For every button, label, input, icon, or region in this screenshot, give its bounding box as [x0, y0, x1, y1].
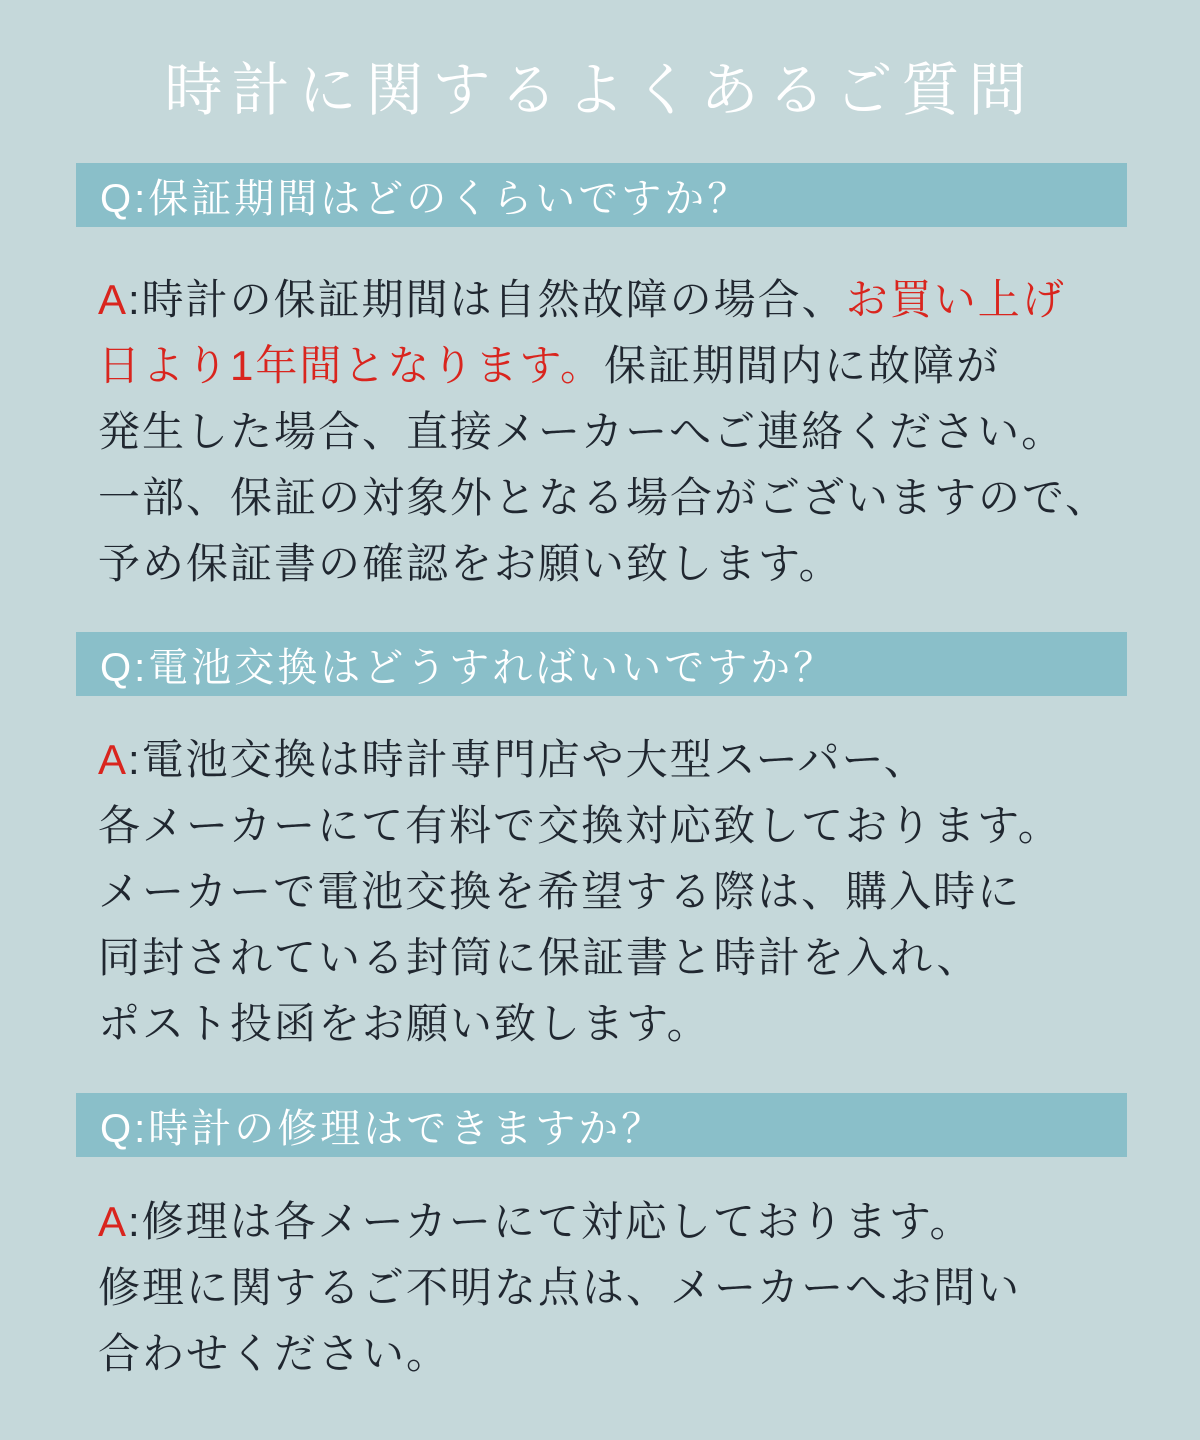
answer-line [98, 991, 1158, 1057]
question-bar-repair [76, 1093, 1127, 1157]
answer-text-segment: 修理に関するご不明な点は、メーカーへお問い [98, 1264, 1022, 1311]
answer-text-segment: :修理は各メーカーにて対応しております。 [128, 1198, 974, 1245]
question-label: Q:時計の修理はできますか？ [100, 1106, 665, 1151]
answer-repair [98, 1189, 1158, 1387]
page-title: 時計に関するよくあるご質問 [164, 58, 1036, 123]
answer-text-segment: 合わせください。 [98, 1330, 451, 1377]
answer-text-segment: お買い上げ [845, 276, 1066, 323]
answer-line [98, 925, 1158, 991]
answer-line [98, 1189, 1158, 1255]
answer-text-segment: A [98, 736, 129, 783]
answer-text-segment: 同封されている封筒に保証書と時計を入れ、 [98, 934, 981, 981]
answer-text-segment: A [98, 1198, 129, 1245]
answer-text-segment: ポスト投函をお願い致します。 [98, 1000, 711, 1047]
answer-line [98, 1321, 1158, 1387]
answer-text-segment: A [98, 276, 129, 323]
question-bar-battery [76, 632, 1127, 696]
question-bar-warranty [76, 163, 1127, 227]
answer-text-segment: 一部、保証の対象外となる場合がございますので、 [98, 474, 1110, 521]
answer-text-segment: 各メーカーにて有料で交換対応致しております。 [98, 802, 1062, 849]
answer-line [98, 267, 1158, 333]
answer-text-segment: メーカーで電池交換を希望する際は、購入時に [98, 868, 1022, 915]
answer-line [98, 333, 1158, 399]
answer-line [98, 859, 1158, 925]
question-label: Q:電池交換はどうすればいいですか？ [100, 645, 837, 690]
answer-text-segment: 発生した場合、直接メーカーへご連絡ください。 [98, 408, 1066, 455]
answer-line [98, 465, 1158, 531]
answer-text-segment: :時計の保証期間は自然故障の場合、 [128, 276, 846, 323]
answer-text-segment: 日より1年間となります。 [98, 342, 604, 389]
answer-line [98, 399, 1158, 465]
answer-battery [98, 727, 1158, 1057]
question-label: Q:保証期間はどのくらいですか？ [100, 176, 751, 221]
answer-text-segment: 保証期間内に故障が [604, 342, 1001, 389]
answer-line [98, 727, 1158, 793]
answer-warranty [98, 267, 1158, 597]
answer-text-segment: :電池交換は時計専門店や大型スーパー、 [128, 736, 928, 783]
answer-line [98, 793, 1158, 859]
answer-line [98, 1255, 1158, 1321]
answer-text-segment: 予め保証書の確認をお願い致します。 [98, 540, 843, 587]
answer-line [98, 531, 1158, 597]
